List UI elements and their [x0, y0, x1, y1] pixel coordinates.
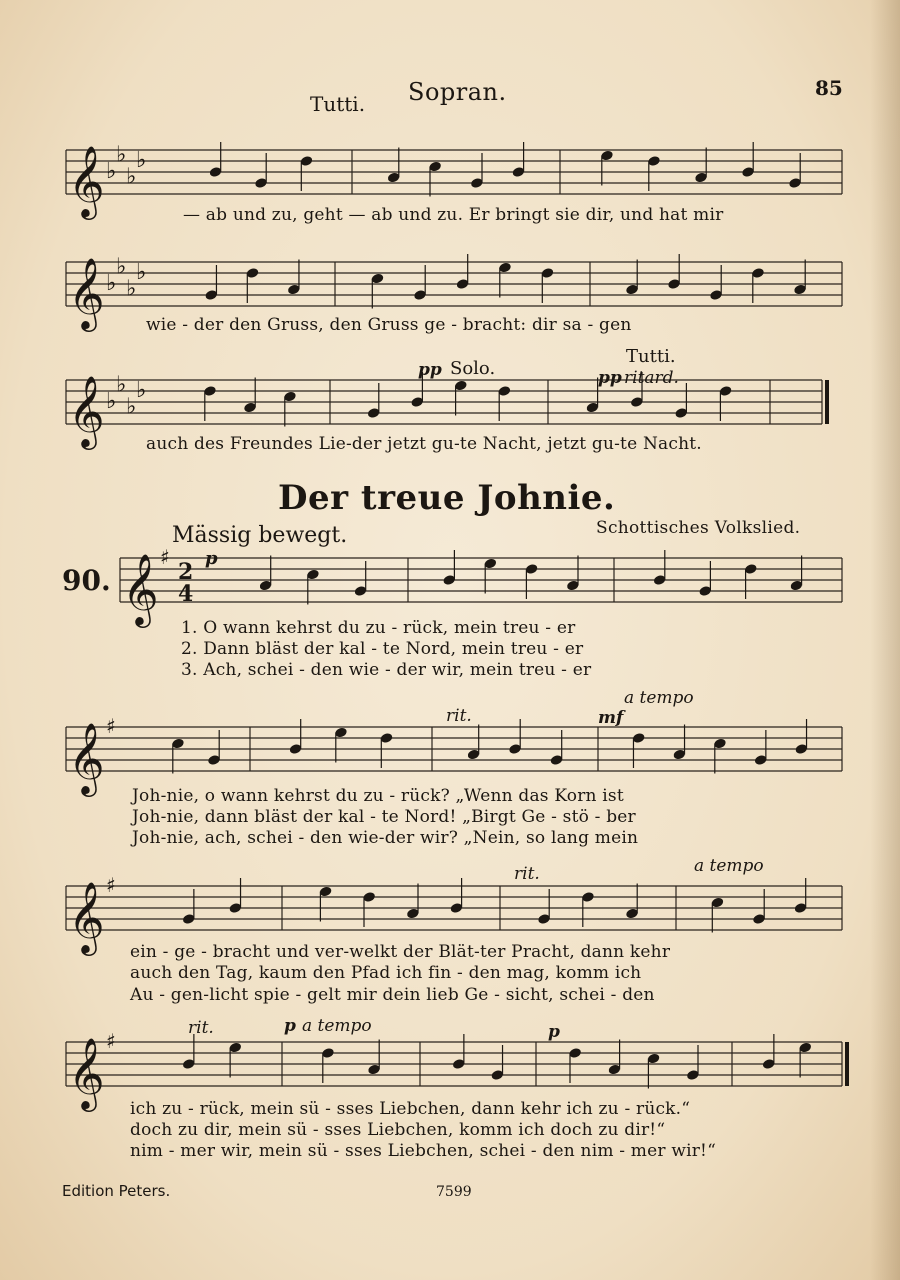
pp-dynamic: pp: [418, 360, 442, 380]
sharp-icon: ♯: [106, 1029, 116, 1053]
treble-clef-icon: 𝄞: [68, 880, 105, 953]
treble-clef-icon: 𝄞: [68, 1036, 105, 1109]
verse-3-line-4: nim - mer wir, mein sü - sses Liebchen, schei - den nim - mer wir!“: [130, 1141, 716, 1161]
p-dynamic-late: p: [548, 1022, 560, 1042]
tutti-marking: Tutti.: [310, 92, 366, 116]
lyric-line-1: — ab und zu, geht — ab und zu. Er bringt sie dir, und hat mir: [183, 205, 724, 225]
flat-icon: ♭: [106, 271, 117, 296]
flat-icon: ♭: [116, 254, 127, 280]
verse-2-line-4: doch zu dir, mein sü - sses Liebchen, komm ich doch zu dir!“: [130, 1120, 666, 1140]
a-tempo-marking-2: a tempo: [694, 856, 764, 876]
flat-icon: ♭: [106, 389, 117, 414]
final-barline: [845, 1042, 849, 1086]
lyric-line-3: auch des Freundes Lie-der jetzt gu-te Nacht, jetzt gu-te Nacht.: [146, 434, 702, 454]
song-title: Der treue Johnie.: [278, 478, 616, 518]
flat-icon: ♭: [116, 372, 127, 398]
p-dynamic-a-tempo: p: [284, 1016, 296, 1036]
flat-icon: ♭: [116, 142, 127, 168]
treble-clef-icon: 𝄞: [68, 256, 105, 329]
verse-2-line-3: auch den Tag, kaum den Pfad ich fin - den mag, komm ich: [130, 963, 642, 983]
a-tempo-marking-1: a tempo: [624, 688, 694, 708]
rit-marking-1: rit.: [446, 706, 472, 726]
tutti-marking-2: Tutti.: [626, 346, 676, 367]
ritard-marking: ritard.: [624, 368, 679, 388]
verse-1-line-1: 1. O wann kehrst du zu - rück, mein treu - er: [181, 618, 576, 638]
verse-1-line-2: Joh-nie, o wann kehrst du zu - rück? „Wenn das Korn ist: [132, 786, 624, 806]
part-name: Sopran.: [408, 78, 507, 106]
page-number: 85: [815, 76, 843, 100]
p-dynamic-start: p: [205, 548, 218, 569]
treble-clef-icon: 𝄞: [68, 721, 105, 794]
treble-clef-icon: 𝄞: [122, 552, 159, 625]
verse-3-line-3: Au - gen-licht spie - gelt mir dein lieb Ge - sicht, schei - den: [130, 985, 655, 1005]
flat-icon: ♭: [106, 159, 117, 184]
lyric-line-2: wie - der den Gruss, den Gruss ge - bracht: dir sa - gen: [146, 315, 632, 335]
mf-dynamic: mf: [598, 708, 624, 728]
song-origin: Schottisches Volkslied.: [596, 518, 801, 538]
a-tempo-marking-3: a tempo: [302, 1016, 372, 1036]
flat-icon: ♭: [136, 260, 147, 285]
time-signature-bottom: 4: [178, 581, 194, 607]
flat-icon: ♭: [126, 394, 137, 420]
solo-marking: Solo.: [450, 358, 496, 379]
verse-3-line-2: Joh-nie, ach, schei - den wie-der wir? „Nein, so lang mein: [132, 828, 639, 848]
treble-clef-icon: 𝄞: [68, 374, 105, 447]
verse-2-line-2: Joh-nie, dann bläst der kal - te Nord! „Birgt Ge - stö - ber: [132, 807, 636, 827]
verse-1-line-4: ich zu - rück, mein sü - sses Liebchen, dann kehr ich zu - rück.“: [130, 1099, 691, 1119]
time-signature-top: 2: [178, 559, 194, 585]
sharp-icon: ♯: [106, 873, 116, 897]
sharp-icon: ♯: [106, 714, 116, 738]
verse-3-line-1: 3. Ach, schei - den wie - der wir, mein treu - er: [181, 660, 592, 680]
rit-marking-3: rit.: [188, 1018, 214, 1038]
rit-marking-2: rit.: [514, 864, 540, 884]
sharp-icon: ♯: [160, 545, 170, 569]
flat-icon: ♭: [136, 378, 147, 403]
treble-clef-icon: 𝄞: [68, 144, 105, 217]
final-barline: [825, 380, 829, 424]
verse-2-line-1: 2. Dann bläst der kal - te Nord, mein treu - er: [181, 639, 584, 659]
song-number: 90.: [62, 564, 111, 597]
pp-ritard-dynamic: pp: [598, 368, 622, 388]
verse-1-line-3: ein - ge - bracht und ver-welkt der Blät-ter Pracht, dann kehr: [130, 942, 671, 962]
tempo-marking: Mässig bewegt.: [172, 523, 348, 548]
flat-icon: ♭: [126, 276, 137, 302]
publisher-name: Edition Peters.: [62, 1182, 171, 1200]
plate-number: 7599: [436, 1184, 472, 1200]
flat-icon: ♭: [136, 148, 147, 173]
flat-icon: ♭: [126, 164, 137, 190]
